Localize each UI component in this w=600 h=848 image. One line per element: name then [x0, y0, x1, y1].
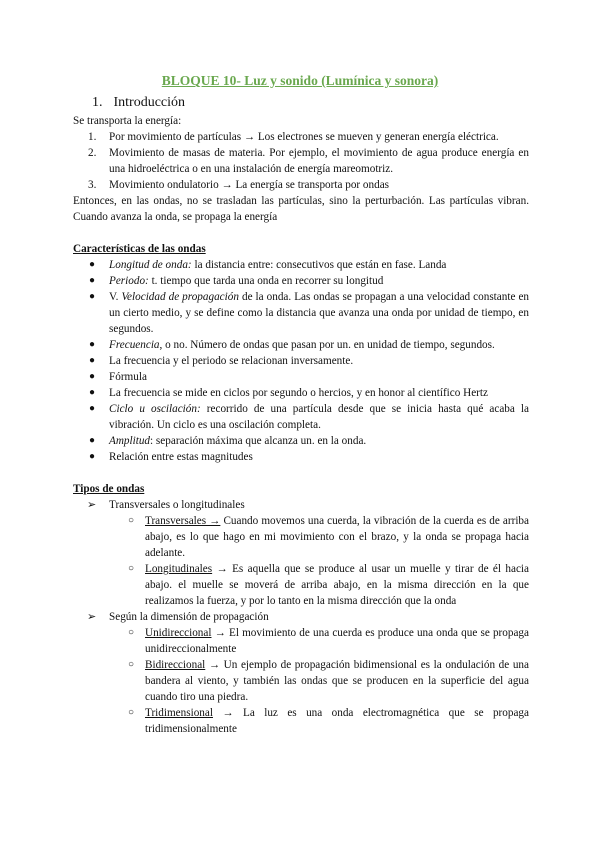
list-item: ○ Tridimensional → La luz es una onda electromagnética que se propaga tridimensionalmente	[128, 707, 529, 735]
types-sublist	[73, 513, 529, 609]
list-item: ● V. Velocidad de propagación de la onda. Las ondas se propagan a una velocidad constante en un cierto medio, y se define como la distancia que avanza una onda por unidad de tiempo, en segundos.	[89, 291, 530, 335]
section-heading-introduccion	[92, 95, 185, 111]
types-group: ➢ Transversales o longitudinales	[87, 499, 245, 511]
list-item: ○ Bidireccional → Un ejemplo de propagación bidimensional es la ondulación de una bandera al viento, y también las ondas que se producen en la superficie del agua cuando tiro una piedra.	[128, 659, 529, 703]
list-item: ● Longitud de onda: la distancia entre: consecutivos que están en fase. Landa	[89, 259, 447, 271]
list-item: 2. Movimiento de masas de materia. Por ejemplo, el movimiento de agua produce energía en una hidroeléctrica o en una instalación de energía mareomotriz.	[88, 147, 529, 175]
bullet-icon: ●	[89, 259, 96, 270]
circle-bullet-icon: ○	[128, 659, 135, 670]
list-item: ○ Transversales → Cuando movemos una cuerda, la vibración de la cuerda es de arriba abajo, es lo que hago en mi movimiento con el brazo, y la onda se propaga hacia adelante.	[128, 515, 529, 559]
list-item: ● Periodo: t. tiempo que tarda una onda en recorrer su longitud	[89, 275, 384, 287]
bullet-icon: ●	[89, 371, 96, 382]
bullet-icon: ●	[89, 275, 96, 286]
characteristics-heading: Características de las ondas	[73, 243, 206, 255]
bullet-icon: ●	[89, 387, 96, 398]
circle-bullet-icon: ○	[128, 563, 135, 574]
types-group: ➢ Según la dimensión de propagación	[87, 611, 269, 623]
document-title: BLOQUE 10- Luz y sonido (Lumínica y sonora)	[161, 73, 439, 88]
bullet-icon: ●	[89, 435, 96, 446]
list-item: ● La frecuencia se mide en ciclos por segundo o hercios, y en honor al científico Hertz	[89, 387, 488, 399]
list-number: 2.	[88, 147, 97, 159]
bullet-icon: ●	[89, 451, 96, 462]
document-body	[73, 113, 529, 737]
circle-bullet-icon: ○	[128, 627, 135, 638]
list-item: ● Ciclo u oscilación: recorrido de una partícula desde que se inicia hasta qué acaba la vibración. Un ciclo es una oscilación completa.	[89, 403, 530, 431]
list-item: ● Relación entre estas magnitudes	[89, 451, 253, 463]
list-item: ○ Longitudinales → Es aquella que se produce al usar un muelle y tirar de él hacia abajo. el muelle se moverá de arriba abajo, en la misma dirección en la que realizamos la fuerza, y por lo tanto en la misma dirección que la onda	[128, 563, 529, 607]
types-heading: Tipos de ondas	[73, 483, 145, 495]
intro-line: Se transporta la energía:	[73, 115, 182, 127]
arrow-bullet-icon: ➢	[87, 611, 97, 623]
list-number: 3.	[88, 179, 97, 191]
circle-bullet-icon: ○	[128, 707, 135, 718]
list-item: ● Fórmula	[89, 371, 147, 383]
bullet-icon: ●	[89, 339, 96, 350]
list-number: 1.	[88, 131, 97, 143]
list-item: ○ Unidireccional → El movimiento de una cuerda es produce una onda que se propaga unidireccionalmente	[128, 627, 529, 655]
types-sublist	[73, 625, 529, 737]
intro-paragraph: Entonces, en las ondas, no se trasladan las partículas, sino la perturbación. Las partículas vibran. Cuando avanza la onda, se propaga la energía	[73, 195, 529, 223]
list-item: ● Frecuencia, o no. Número de ondas que pasan por un. en unidad de tiempo, segundos.	[89, 339, 495, 351]
list-item: 3. Movimiento ondulatorio → La energía se transporta por ondas	[88, 179, 390, 191]
list-item: ● Amplitud: separación máxima que alcanza un. en la onda.	[89, 435, 367, 447]
section-number: 1.	[92, 95, 103, 110]
energy-transport-list	[73, 129, 529, 193]
characteristics-list	[73, 257, 529, 465]
bullet-icon: ●	[89, 291, 96, 302]
circle-bullet-icon: ○	[128, 515, 135, 526]
list-item: 1. Por movimiento de partículas → Los electrones se mueven y generan energía eléctrica.	[88, 131, 499, 143]
arrow-bullet-icon: ➢	[87, 499, 97, 511]
bullet-icon: ●	[89, 403, 96, 414]
list-item: ● La frecuencia y el periodo se relacionan inversamente.	[89, 355, 354, 367]
section-title: Introducción	[113, 95, 186, 110]
bullet-icon: ●	[89, 355, 96, 366]
